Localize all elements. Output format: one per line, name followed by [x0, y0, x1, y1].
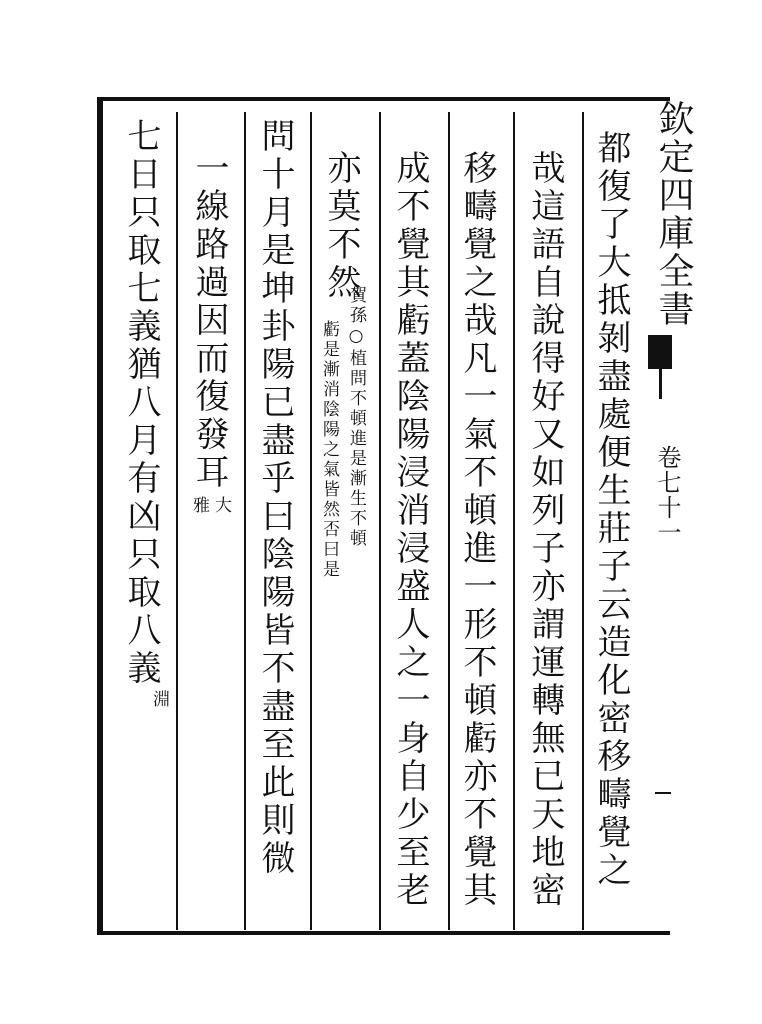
annotation-da: 大	[211, 496, 231, 516]
book-title: 欽定四庫全書	[653, 100, 694, 328]
text-column-3: 移疇覺之哉凡一氣不頓進一形不頓虧亦不覺其	[457, 150, 497, 910]
text-column-1: 都復了大抵剝盡處便生莊子云造化密移疇覺之	[591, 130, 631, 890]
annotation-ya: 雅	[189, 496, 209, 516]
text-column-6: 問十月是坤卦陽已盡乎曰陰陽皆不盡至此則微	[255, 118, 295, 878]
volume-label: 卷七十一	[653, 445, 681, 545]
annotation-column-a: 賀孫○植問不頓進是漸生不頓	[346, 286, 366, 549]
fishtail-mark	[648, 335, 672, 369]
page-frame	[97, 97, 670, 935]
fishtail-stem	[659, 369, 662, 399]
column-rule	[176, 112, 178, 930]
column-rule	[310, 112, 312, 930]
text-column-4: 成不覺其虧蓋陰陽浸消浸盛人之一身自少至老	[390, 150, 430, 910]
column-rule	[244, 112, 246, 930]
column-rule	[448, 112, 450, 930]
text-column-7: 一線路過因而復發耳	[189, 150, 229, 492]
column-rule	[379, 112, 381, 930]
annotation-yuan: 淵	[149, 690, 169, 710]
text-column-8: 七日只取七義猶八月有凶只取八義	[121, 118, 161, 688]
column-rule	[513, 112, 515, 930]
annotation-column-b: 虧是漸消陰陽之氣皆然否曰是	[319, 320, 339, 580]
text-column-5: 亦莫不然	[321, 150, 361, 302]
text-column-2: 哉這語自說得好又如列子亦謂運轉無已天地密	[525, 150, 565, 910]
column-rule	[582, 112, 584, 930]
margin-tick	[655, 792, 671, 794]
